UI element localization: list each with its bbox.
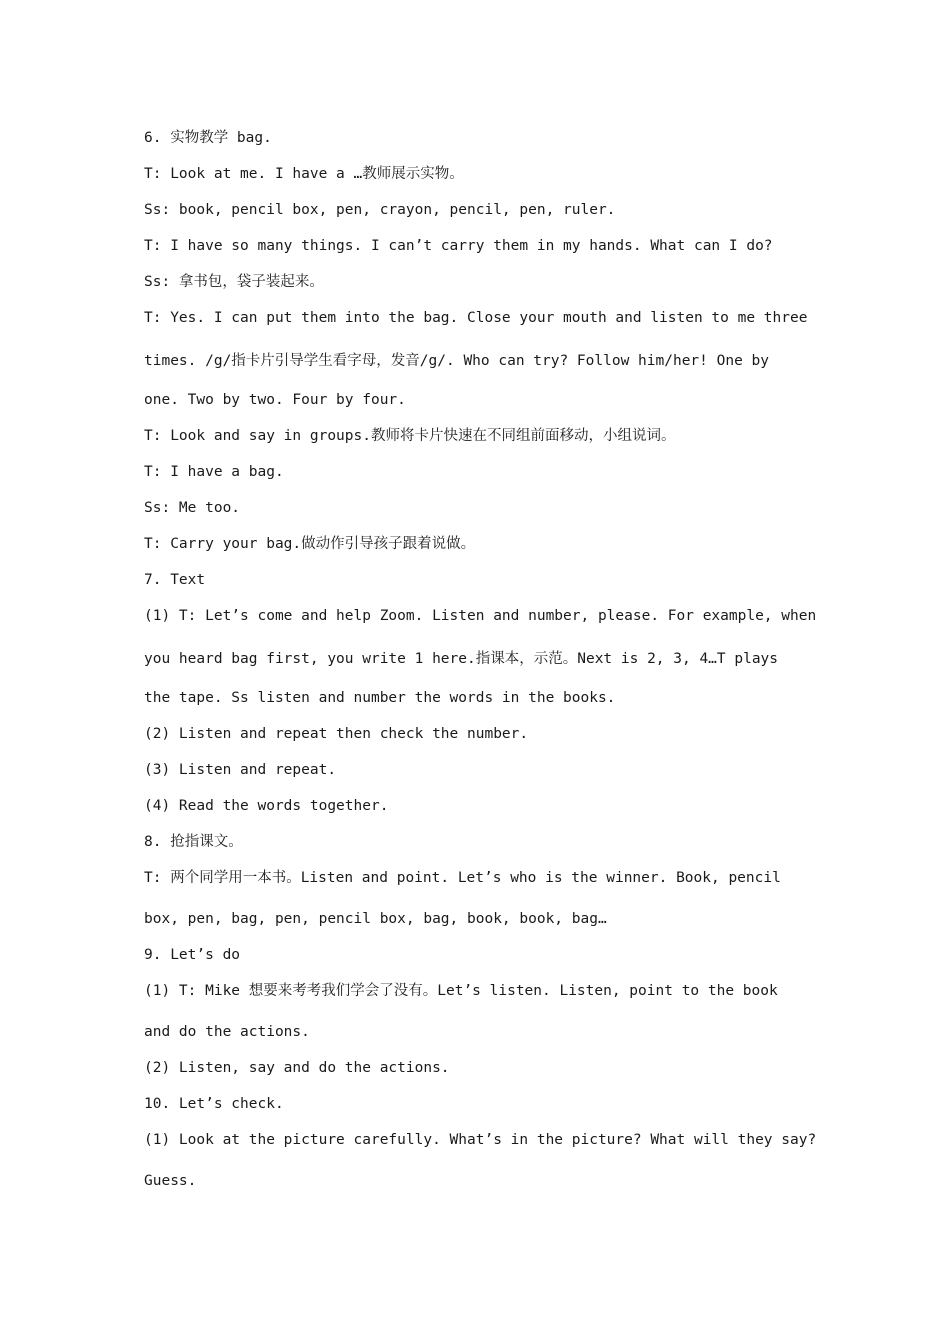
text-line: (1) T: Let’s come and help Zoom. Listen and number, please. For example, when (144, 608, 817, 624)
text-line: T: Carry your bag.做动作引导孩子跟着说做。 (144, 536, 476, 552)
text-line: (1) T: Mike 想要来考考我们学会了没有。Let’s listen. Listen, point to the book (144, 983, 778, 999)
text-line: you heard bag first, you write 1 here.指课本，示范。Next is 2, 3, 4…T plays (144, 651, 779, 667)
text-line: T: Look at me. I have a …教师展示实物。 (144, 166, 464, 182)
text-line: box, pen, bag, pen, pencil box, bag, book, book, bag… (144, 911, 607, 927)
text-line: one. Two by two. Four by four. (144, 392, 406, 408)
text-line: Ss: 拿书包，袋子装起来。 (144, 274, 324, 290)
text-line: 9. Let’s do (144, 947, 241, 963)
text-line: T: Yes. I can put them into the bag. Close your mouth and listen to me three (144, 310, 808, 326)
text-line: (2) Listen and repeat then check the number. (144, 726, 529, 742)
text-line: (2) Listen, say and do the actions. (144, 1060, 450, 1076)
text-line: T: I have a bag. (144, 464, 284, 480)
text-line: T: Look and say in groups.教师将卡片快速在不同组前面移动，小组说词。 (144, 428, 676, 444)
text-line: (3) Listen and repeat. (144, 762, 337, 778)
text-line: 8. 抢指课文。 (144, 834, 243, 850)
text-line: 6. 实物教学 bag. (144, 130, 272, 146)
text-line: the tape. Ss listen and number the words in the books. (144, 690, 616, 706)
text-line: T: I have so many things. I can’t carry them in my hands. What can I do? (144, 238, 773, 254)
text-line: T: 两个同学用一本书。Listen and point. Let’s who is the winner. Book, pencil (144, 870, 781, 886)
text-line: 10. Let’s check. (144, 1096, 284, 1112)
text-line: Guess. (144, 1173, 197, 1189)
document-page (144, 120, 817, 1199)
text-line: Ss: Me too. (144, 500, 241, 516)
text-line: and do the actions. (144, 1024, 310, 1040)
text-line: times. /g/指卡片引导学生看字母，发音/g/. Who can try? Follow him/her! One by (144, 353, 769, 369)
text-line: (4) Read the words together. (144, 798, 389, 814)
text-line: 7. Text (144, 572, 206, 588)
text-line: (1) Look at the picture carefully. What’s in the picture? What will they say? (144, 1132, 817, 1148)
text-line: Ss: book, pencil box, pen, crayon, pencil, pen, ruler. (144, 202, 616, 218)
